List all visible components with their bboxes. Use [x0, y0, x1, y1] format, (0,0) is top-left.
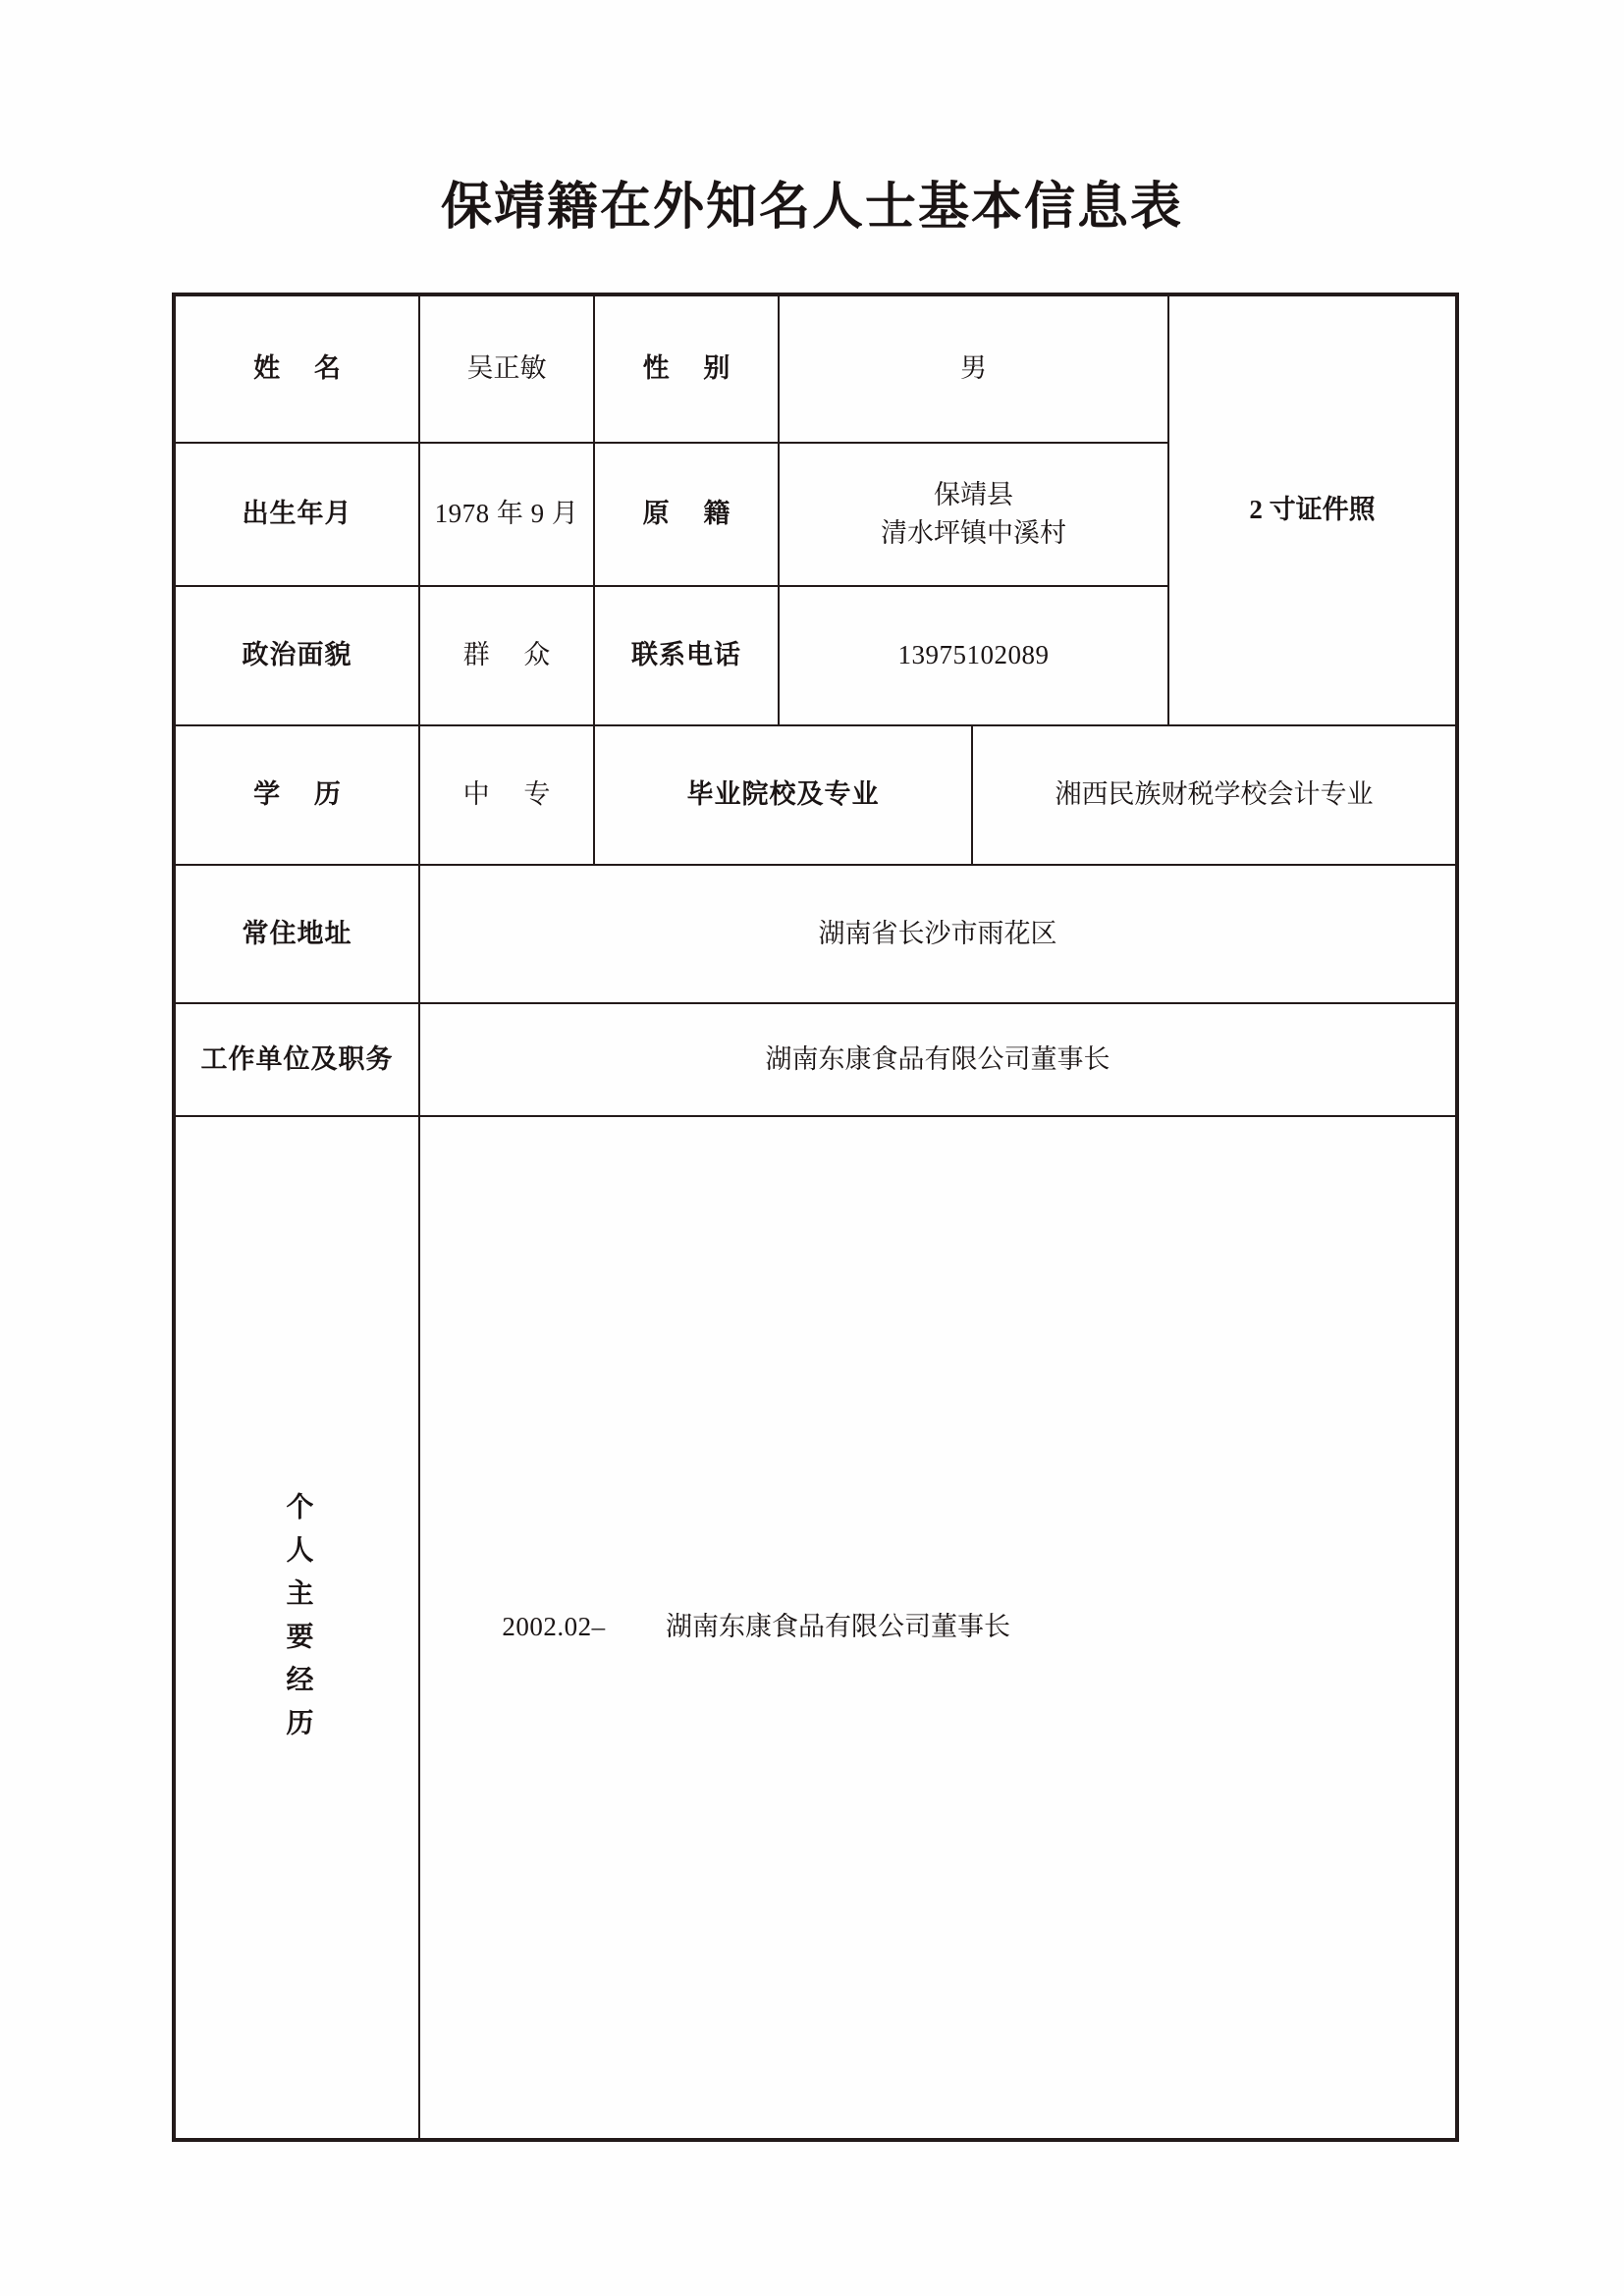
value-origin [779, 443, 1168, 586]
label-origin: 原 籍 [594, 443, 779, 586]
label-personal-experience-cell [174, 1116, 419, 2140]
value-name: 吴正敏 [419, 294, 594, 443]
value-school-major: 湘西民族财税学校会计专业 [972, 725, 1457, 865]
value-phone: 13975102089 [779, 586, 1168, 725]
value-personal-experience [419, 1116, 1457, 2140]
table-row-work [174, 1003, 1457, 1116]
value-education: 中 专 [419, 725, 594, 865]
label-work-unit-position: 工作单位及职务 [174, 1003, 419, 1116]
value-residence-address: 湖南省长沙市雨花区 [419, 865, 1457, 1003]
label-phone: 联系电话 [594, 586, 779, 725]
label-school-major: 毕业院校及专业 [594, 725, 972, 865]
value-origin-line1: 保靖县 [934, 479, 1013, 509]
value-work-unit-position: 湖南东康食品有限公司董事长 [419, 1003, 1457, 1116]
label-residence-address: 常住地址 [174, 865, 419, 1003]
value-political-status: 群 众 [419, 586, 594, 725]
experience-entry-date: 2002.02– [502, 1612, 606, 1642]
experience-entry [420, 1608, 1455, 1646]
label-political-status: 政治面貌 [174, 586, 419, 725]
value-gender: 男 [779, 294, 1168, 443]
value-origin-line2: 清水坪镇中溪村 [881, 518, 1066, 548]
page-title: 保靖籍在外知名人士基本信息表 [440, 180, 1183, 236]
value-birth-date: 1978 年 9 月 [419, 443, 594, 586]
label-personal-experience: 个人主要经历 [282, 1492, 313, 1752]
table-row-address [174, 865, 1457, 1003]
label-education: 学 历 [174, 725, 419, 865]
label-gender: 性 别 [594, 294, 779, 443]
personal-info-table [172, 293, 1459, 2142]
table-row-experience [174, 1116, 1457, 2140]
label-birth-date: 出生年月 [174, 443, 419, 586]
photo-placeholder-cell: 2 寸证件照 [1168, 294, 1457, 725]
table-row-name [174, 294, 1457, 443]
label-name: 姓 名 [174, 294, 419, 443]
table-row-education [174, 725, 1457, 865]
experience-entry-description: 湖南东康食品有限公司董事长 [666, 1612, 1010, 1642]
